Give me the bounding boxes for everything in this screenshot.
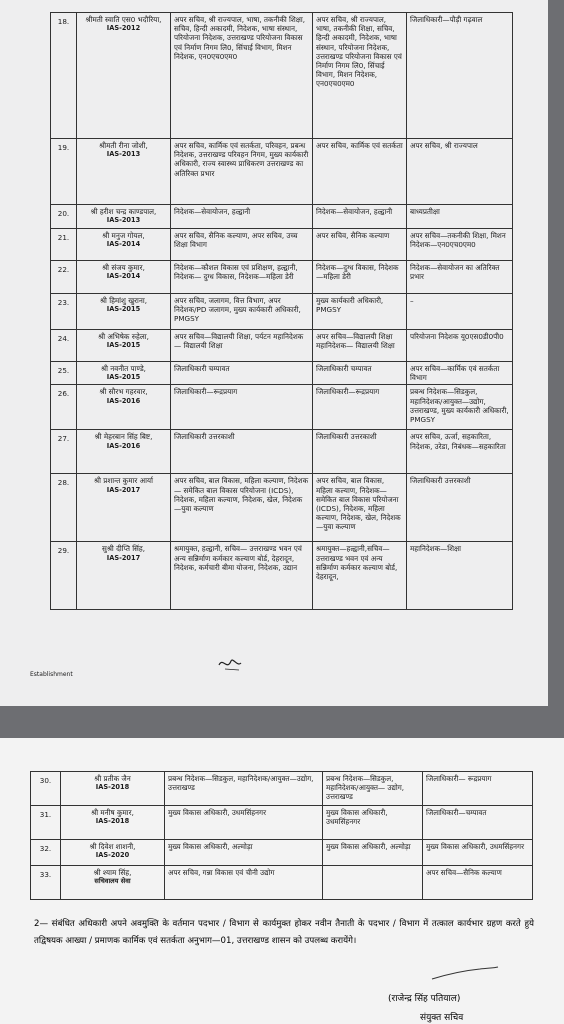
current-posting: अपर सचिव, जलागम, वित्त विभाग, अपर निदेशक/PD जलागम, मुख्य कार्यकारी अधिकारी, PMGSY — [171, 294, 313, 330]
new-posting: अपर सचिव—सैनिक कल्याण — [423, 866, 533, 900]
table-row — [51, 474, 513, 542]
officer-name-text: श्री मनुज गोयल, — [102, 231, 145, 240]
officer-name-text: श्री नवनीत पाण्डे, — [101, 364, 146, 373]
serial-number: 31. — [31, 806, 61, 840]
relieved-from: जिलाधिकारी—रूद्रप्रयाग — [313, 385, 407, 430]
officer-name-text: श्री श्याम सिंह, — [93, 868, 132, 877]
service-batch: IAS-2013 — [106, 150, 141, 159]
current-posting: श्रमायुक्त, हल्द्वानी, सचिव— उत्तराखण्ड भवन एवं अन्य सन्निर्माण कर्मकार कल्याण बोर्ड, देहरादून, निदेशक, कर्मचारी बीमा योजना, निदेशक, उद्यान — [171, 542, 313, 610]
service-batch: IAS-2014 — [106, 240, 141, 249]
new-posting: अपर सचिव, श्री राज्यपाल — [407, 139, 513, 205]
new-posting: अपर सचिव, ऊर्जा, सहकारिता, निदेशक, उरेडा, निबंधक—सहकारिता — [407, 430, 513, 474]
service-batch: IAS-2018 — [95, 783, 130, 792]
new-posting: जिलाधिकारी—चम्पावत — [423, 806, 533, 840]
service-batch: IAS-2020 — [95, 851, 130, 860]
serial-number: 25. — [51, 362, 77, 385]
serial-number: 27. — [51, 430, 77, 474]
relieved-from: प्रबन्ध निदेशक—सिडकुल, महानिदेशक/आयुक्त— उद्योग, उत्तराखण्ड — [323, 772, 423, 806]
table-row — [51, 385, 513, 430]
table-row — [51, 205, 513, 229]
officer-name — [77, 385, 171, 430]
table-row — [51, 229, 513, 261]
officer-name-text: श्री प्रतीक जैन — [94, 774, 131, 783]
relieved-from: अपर सचिव, श्री राज्यपाल, भाषा, तकनीकी शिक्षा, सचिव, हिन्दी अकादमी, निदेशक, भाषा संस्थान, परियोजना निदेशक, उत्तराखण्ड परियोजना विकास एवं निर्माण निगम लि0, सिंचाई विभाग, मिशन निदेशक, एन0एच0एम0 — [313, 13, 407, 139]
service-batch: IAS-2015 — [106, 373, 141, 382]
table-row — [51, 542, 513, 610]
officer-name — [61, 806, 165, 840]
new-posting: अपर सचिव—कार्मिक एवं सतर्कता विभाग — [407, 362, 513, 385]
table-row — [31, 772, 533, 806]
table-row — [51, 430, 513, 474]
table-row — [51, 294, 513, 330]
officer-name-text: श्री मेहरबान सिंह बिष्ट, — [94, 432, 153, 442]
service-batch: सचिवालय सेवा — [94, 877, 131, 886]
current-posting: मुख्य विकास अधिकारी, अल्मोड़ा — [165, 840, 323, 866]
service-batch: IAS-2017 — [106, 485, 141, 494]
service-batch: IAS-2016 — [106, 396, 141, 405]
service-batch: IAS-2015 — [106, 305, 141, 314]
current-posting: निदेशक—कौशल विकास एवं प्रशिक्षण, हल्द्वानी, निदेशक— दुग्ध विकास, निदेशक—महिला डेरी — [171, 261, 313, 294]
relieved-from: निदेशक—सेवायोजन, हल्द्वानी — [313, 205, 407, 229]
serial-number: 18. — [51, 13, 77, 139]
officer-name — [77, 430, 171, 474]
signatory-designation: संयुक्त सचिव — [420, 1013, 464, 1023]
new-posting: – — [407, 294, 513, 330]
service-batch: IAS-2012 — [106, 24, 141, 33]
current-posting: जिलाधिकारी—रूद्रप्रयाग — [171, 385, 313, 430]
current-posting: मुख्य विकास अधिकारी, उधमसिंहनगर — [165, 806, 323, 840]
relieved-from: श्रमायुक्त—हल्द्वानी,सचिव— उत्तराखण्ड भवन एवं अन्य सन्निर्माण कर्मकार कल्याण बोर्ड, देहरादून, — [313, 542, 407, 610]
table-row — [51, 261, 513, 294]
service-batch: IAS-2014 — [106, 272, 141, 281]
current-posting: जिलाधिकारी उत्तरकाशी — [171, 430, 313, 474]
relieved-from: अपर सचिव, बाल विकास, महिला कल्याण, निदेशक—समेकित बाल विकास परियोजना (ICDS), निदेशक, महिला कल्याण, निदेशक, खेल, निदेशक—युवा कल्याण — [313, 474, 407, 542]
officer-name-text: सुश्री दीप्ति सिंह, — [101, 544, 146, 554]
transfer-table-2 — [30, 771, 533, 900]
officer-name-text: श्रीमती रीना जोशी, — [99, 141, 148, 150]
relieved-from: अपर सचिव, कार्मिक एवं सतर्कता — [313, 139, 407, 205]
current-posting: अपर सचिव, श्री राज्यपाल, भाषा, तकनीकी शिक्षा, सचिव, हिन्दी अकादमी, निदेशक, भाषा संस्थान, परियोजना निदेशक, उत्तराखण्ड परियोजना विकास एवं निर्माण निगम लि0, सिंचाई विभाग, मिशन निदेशक, एन0एच0एम0 — [171, 13, 313, 139]
service-batch: IAS-2013 — [106, 216, 141, 225]
serial-number: 20. — [51, 205, 77, 229]
officer-name-text: श्री दिवेश शाशनी, — [89, 842, 136, 851]
officer-name-text: श्री प्रशान्त कुमार आर्या — [94, 476, 153, 486]
instruction-paragraph: 2— संबंधित अधिकारी अपने अवमुक्ति के वर्तमान पदभार / विभाग से कार्यमुक्त होकर नवीन तैनाती के पदभार / विभाग में तत्काल कार्यभार ग्रहण करते हुये तद्विषयक आख्या / प्रमाणक कार्मिक एवं सतर्कता अनुभाग—01, उत्तराखण्ड शासन को उपलब्ध करायेंगे। — [34, 919, 534, 946]
serial-number: 21. — [51, 229, 77, 261]
current-posting: अपर सचिव, सैनिक कल्याण, अपर सचिव, उच्च शिक्षा विभाग — [171, 229, 313, 261]
officer-name-text: श्रीमती स्वाति एस0 भदौरिया, — [85, 15, 162, 24]
current-posting: अपर सचिव, बाल विकास, महिला कल्याण, निदेशक— समेकित बाल विकास परियोजना (ICDS), निदेशक, महिला कल्याण, निदेशक, खेल, निदेशक—युवा कल्याण — [171, 474, 313, 542]
service-batch: IAS-2016 — [106, 441, 141, 450]
officer-name — [77, 294, 171, 330]
officer-name — [77, 362, 171, 385]
signatory-name: (राजेन्द्र सिंह पतियाल) — [388, 994, 461, 1004]
table-row — [31, 806, 533, 840]
new-posting: प्रबन्ध निदेशक—सिडकुल, महानिदेशक/आयुक्त—उद्योग, उत्तराखण्ड, मुख्य कार्यकारी अधिकारी, PMGSY — [407, 385, 513, 430]
table-row — [51, 330, 513, 362]
current-posting: अपर सचिव, कार्मिक एवं सतर्कता, परिवहन, प्रबन्ध निदेशक, उत्तराखण्ड परिवहन निगम, मुख्य कार्यकारी अधिकारी, राज्य स्वास्थ्य प्राधिकरण उत्तराखण्ड का अतिरिक्त प्रभार — [171, 139, 313, 205]
officer-name — [77, 474, 171, 542]
table-row — [51, 362, 513, 385]
relieved-from: अपर सचिव—विद्यालयी शिक्षा महानिदेशक— विद्यालयी शिक्षा — [313, 330, 407, 362]
officer-name — [77, 205, 171, 229]
new-posting: बाध्यप्रतीक्षा — [407, 205, 513, 229]
relieved-from: जिलाधिकारी चम्पावत — [313, 362, 407, 385]
officer-name — [77, 261, 171, 294]
table-row — [51, 13, 513, 139]
officer-name-text: श्री हरीश चन्द्र काण्डपाल, — [90, 207, 157, 216]
serial-number: 30. — [31, 772, 61, 806]
table-row — [31, 866, 533, 900]
relieved-from: मुख्य विकास अधिकारी, अल्मोड़ा — [323, 840, 423, 866]
transfer-table-1 — [50, 12, 513, 610]
officer-name — [77, 330, 171, 362]
new-posting: निदेशक—सेवायोजन का अतिरिक्त प्रभार — [407, 261, 513, 294]
service-batch: IAS-2018 — [95, 817, 130, 826]
officer-name — [61, 840, 165, 866]
current-posting: प्रबन्ध निदेशक—सिडकुल, महानिदेशक/आयुक्त—उद्योग, उत्तराखण्ड — [165, 772, 323, 806]
officer-name — [77, 229, 171, 261]
serial-number: 29. — [51, 542, 77, 610]
relieved-from: निदेशक—दुग्ध विकास, निदेशक—महिला डेरी — [313, 261, 407, 294]
relieved-from — [323, 866, 423, 900]
table-row — [31, 840, 533, 866]
current-posting: अपर सचिव—विद्यालयी शिक्षा, पर्यटन महानिदेशक— विद्यालयी शिक्षा — [171, 330, 313, 362]
service-batch: IAS-2017 — [106, 553, 141, 562]
table-row — [51, 139, 513, 205]
serial-number: 32. — [31, 840, 61, 866]
new-posting: जिलाधिकारी— रूद्रप्रयाग — [423, 772, 533, 806]
serial-number: 26. — [51, 385, 77, 430]
officer-name — [61, 866, 165, 900]
officer-name-text: श्री अभिषेक रुहेला, — [98, 332, 149, 341]
officer-name-text: श्री हिमांशु खुराना, — [99, 296, 148, 305]
service-batch: IAS-2015 — [106, 341, 141, 350]
officer-name — [77, 139, 171, 205]
relieved-from: मुख्य विकास अधिकारी, उधमसिंहनगर — [323, 806, 423, 840]
current-posting: जिलाधिकारी चम्पावत — [171, 362, 313, 385]
officer-name — [77, 13, 171, 139]
officer-name — [77, 542, 171, 610]
establishment-label: Establishment — [30, 671, 73, 678]
signature-scribble — [430, 965, 500, 983]
serial-number: 24. — [51, 330, 77, 362]
serial-number: 19. — [51, 139, 77, 205]
serial-number: 33. — [31, 866, 61, 900]
serial-number: 22. — [51, 261, 77, 294]
serial-number: 23. — [51, 294, 77, 330]
relieved-from: जिलाधिकारी उत्तरकाशी — [313, 430, 407, 474]
relieved-from: मुख्य कार्यकारी अधिकारी, PMGSY — [313, 294, 407, 330]
current-posting: अपर सचिव, गन्ना विकास एवं चीनी उद्योग — [165, 866, 323, 900]
new-posting: महानिदेशक—शिक्षा — [407, 542, 513, 610]
new-posting: जिलाधिकारी उत्तरकाशी — [407, 474, 513, 542]
initials-signature — [215, 653, 247, 675]
officer-name-text: श्री सौरभ गहरवार, — [99, 387, 148, 397]
current-posting: निदेशक—सेवायोजन, हल्द्वानी — [171, 205, 313, 229]
new-posting: मुख्य विकास अधिकारी, उधमसिंहनगर — [423, 840, 533, 866]
new-posting: अपर सचिव—तकनीकी शिक्षा, मिशन निदेशक—एन0एच0एम0 — [407, 229, 513, 261]
relieved-from: अपर सचिव, सैनिक कल्याण — [313, 229, 407, 261]
officer-name — [61, 772, 165, 806]
officer-name-text: श्री मनीष कुमार, — [91, 808, 134, 817]
serial-number: 28. — [51, 474, 77, 542]
new-posting: परियोजना निदेशक यू0एस0डी0पी0 — [407, 330, 513, 362]
officer-name-text: श्री संजय कुमार, — [102, 263, 145, 272]
new-posting: जिलाधिकारी—पौड़ी गढ़वाल — [407, 13, 513, 139]
